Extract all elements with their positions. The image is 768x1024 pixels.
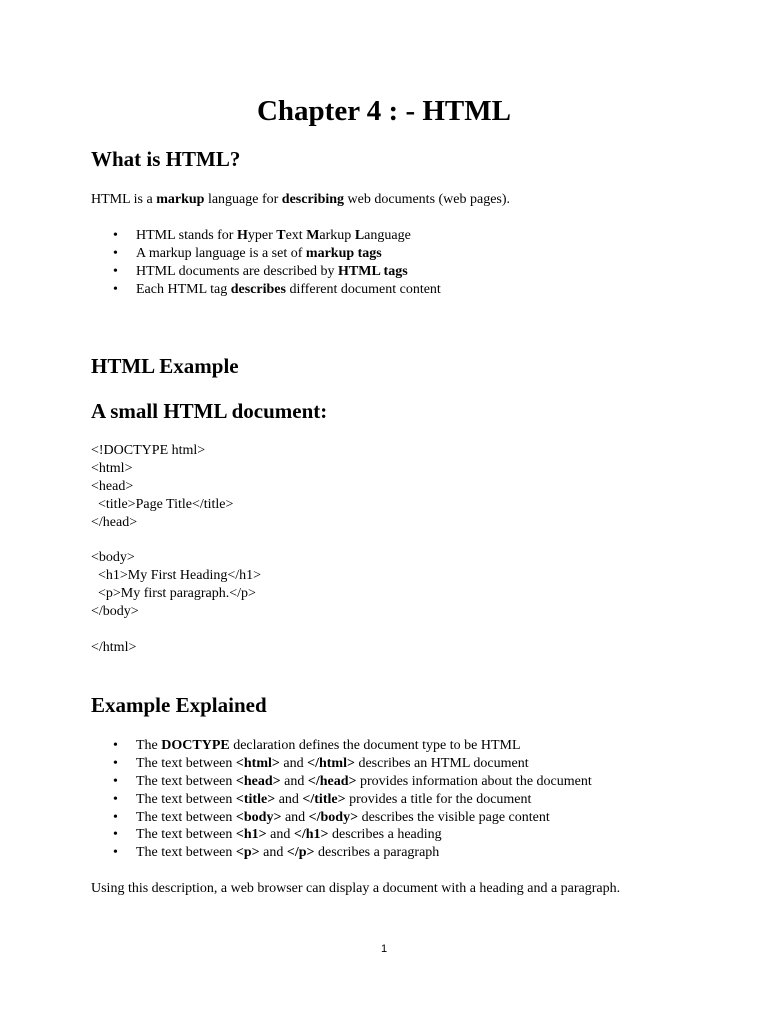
list-item xyxy=(91,281,441,299)
list-item xyxy=(91,737,592,755)
example-explained-heading: Example Explained xyxy=(91,693,267,717)
text-run: language for xyxy=(204,192,282,207)
bold-text: markup tags xyxy=(305,245,382,261)
bold-text: <html> xyxy=(235,755,280,771)
bold-text: L xyxy=(354,228,365,243)
text-run: and xyxy=(259,845,287,861)
text-run: describes a paragraph xyxy=(314,845,440,861)
text-run: The text between xyxy=(136,827,236,843)
bold-text: </h1> xyxy=(293,827,329,843)
text-run: yper xyxy=(247,228,277,243)
code-line: </html> xyxy=(91,639,137,655)
bold-text: <h1> xyxy=(235,827,267,843)
text-run: The xyxy=(136,738,162,753)
text-run: declaration defines the document type to be HTML xyxy=(229,738,521,753)
bold-text: HTML tags xyxy=(338,263,408,279)
code-line: <head> xyxy=(91,478,134,494)
text-run: The text between xyxy=(136,845,236,861)
code-line: <title>Page Title</title> xyxy=(91,496,234,512)
text-run: and xyxy=(281,809,309,825)
bold-text: T xyxy=(276,228,286,243)
text-run: HTML documents are described by xyxy=(136,263,339,279)
list-item xyxy=(91,773,592,791)
text-run: anguage xyxy=(364,228,411,243)
explained-list xyxy=(91,737,592,862)
bold-text: </head> xyxy=(307,773,357,789)
text-run: HTML stands for xyxy=(136,228,237,243)
text-run: provides information about the document xyxy=(356,773,592,789)
bold-text: H xyxy=(236,228,248,243)
bold-text: <body> xyxy=(235,809,282,825)
code-line: <html> xyxy=(91,460,133,476)
text-run: The text between xyxy=(136,755,236,771)
code-line xyxy=(91,621,261,639)
closing-paragraph: Using this description, a web browser can display a document with a heading and a paragraph. xyxy=(91,881,621,896)
code-line: </body> xyxy=(91,604,139,620)
text-run: and xyxy=(279,755,308,771)
bold-text: </title> xyxy=(302,791,346,807)
page-number: 1 xyxy=(380,943,388,955)
list-item xyxy=(91,245,441,263)
text-run: The text between xyxy=(136,773,236,789)
intro-paragraph xyxy=(91,191,510,209)
list-item xyxy=(91,263,441,281)
text-run: describes a heading xyxy=(328,827,442,843)
what-is-html-heading: What is HTML? xyxy=(91,147,241,171)
text-run: and xyxy=(275,791,303,807)
text-run: Each HTML tag xyxy=(136,281,231,297)
what-is-html-list xyxy=(91,227,441,299)
list-item xyxy=(91,809,592,827)
text-run: The text between xyxy=(136,809,236,825)
code-line: <p>My first paragraph.</p> xyxy=(91,586,256,602)
text-run: different document content xyxy=(285,281,441,297)
bold-text: <head> xyxy=(235,773,281,789)
bold-text: M xyxy=(306,228,320,243)
bold-text: </body> xyxy=(308,809,359,825)
list-item xyxy=(91,227,441,245)
code-line: <!DOCTYPE html> xyxy=(91,443,206,458)
bold-text: DOCTYPE xyxy=(161,738,230,753)
html-example-heading: HTML Example xyxy=(91,354,239,378)
text-run: provides a title for the document xyxy=(345,791,532,807)
list-item xyxy=(91,826,592,844)
chapter-title: Chapter 4 : - HTML xyxy=(256,95,511,127)
list-item xyxy=(91,844,592,862)
text-run: ext xyxy=(285,228,307,243)
text-run: and xyxy=(266,827,294,843)
code-line xyxy=(91,531,261,549)
small-document-heading: A small HTML document: xyxy=(91,399,328,423)
text-run: A markup language is a set of xyxy=(136,245,306,261)
text-run: arkup xyxy=(319,228,355,243)
text-run: and xyxy=(280,773,308,789)
bold-text: </html> xyxy=(307,755,355,771)
code-line: <h1>My First Heading</h1> xyxy=(91,568,262,584)
bold-text: </p> xyxy=(286,845,315,861)
list-item xyxy=(91,791,592,809)
text-run: describes the visible page content xyxy=(358,809,550,825)
bold-text: describing xyxy=(281,192,345,207)
bold-text: describes xyxy=(230,281,286,297)
text-run: describes an HTML document xyxy=(354,755,529,771)
text-run: HTML is a xyxy=(91,192,157,207)
bold-text: <p> xyxy=(235,845,260,861)
code-line: </head> xyxy=(91,514,138,530)
code-line: <body> xyxy=(91,550,135,566)
text-run: The text between xyxy=(136,791,236,807)
bold-text: markup xyxy=(156,192,205,207)
code-example xyxy=(91,442,261,657)
bold-text: <title> xyxy=(235,791,276,807)
text-run: web documents (web pages). xyxy=(344,192,511,207)
list-item xyxy=(91,755,592,773)
